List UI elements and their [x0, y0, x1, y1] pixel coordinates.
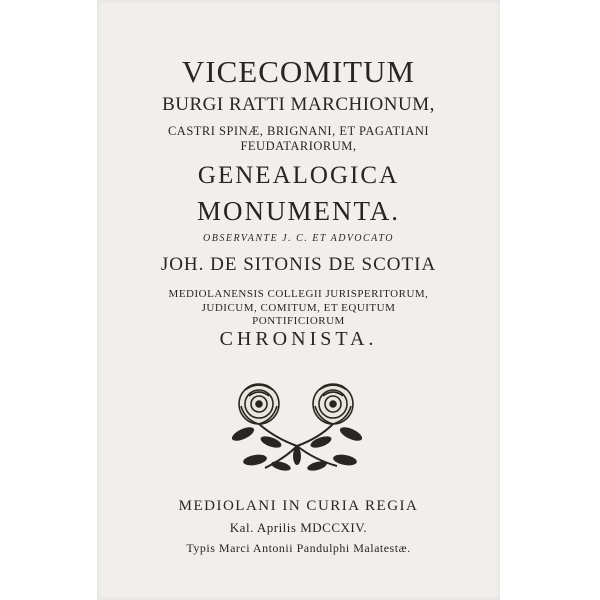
title-page	[97, 0, 500, 600]
subtitle-burgi-ratti: BURGI RATTI MARCHIONUM,	[162, 94, 435, 115]
author-name: JOH. DE SITONIS DE SCOTIA	[160, 254, 437, 275]
author-affiliation-1: MEDIOLANENSIS COLLEGII JURISPERITORUM,	[168, 288, 429, 300]
observante-line: OBSERVANTE J. C. ET ADVOCATO	[203, 233, 394, 244]
title-monumenta: MONUMENTA.	[196, 196, 401, 226]
imprint-date: Kal. Aprilis MDCCXIV.	[229, 520, 368, 535]
rose-woodcut-icon	[225, 376, 371, 474]
author-affiliation-3: PONTIFICIORUM	[252, 315, 345, 327]
imprint-place: MEDIOLANI IN CURIA REGIA	[178, 498, 419, 514]
author-role: CHRONISTA.	[219, 328, 378, 350]
subtitle-castri-spinae: CASTRI SPINÆ, BRIGNANI, ET PAGATIANI	[167, 124, 430, 138]
title-genealogica: GENEALOGICA	[197, 162, 400, 189]
imprint-printer: Typis Marci Antonii Pandulphi Malatestæ.	[186, 541, 411, 555]
subtitle-feudatariorum: FEUDATARIORUM,	[240, 139, 357, 153]
title-vicecomitum: VICECOMITUM	[181, 54, 416, 89]
author-affiliation-2: JUDICUM, COMITUM, ET EQUITUM	[201, 302, 396, 314]
